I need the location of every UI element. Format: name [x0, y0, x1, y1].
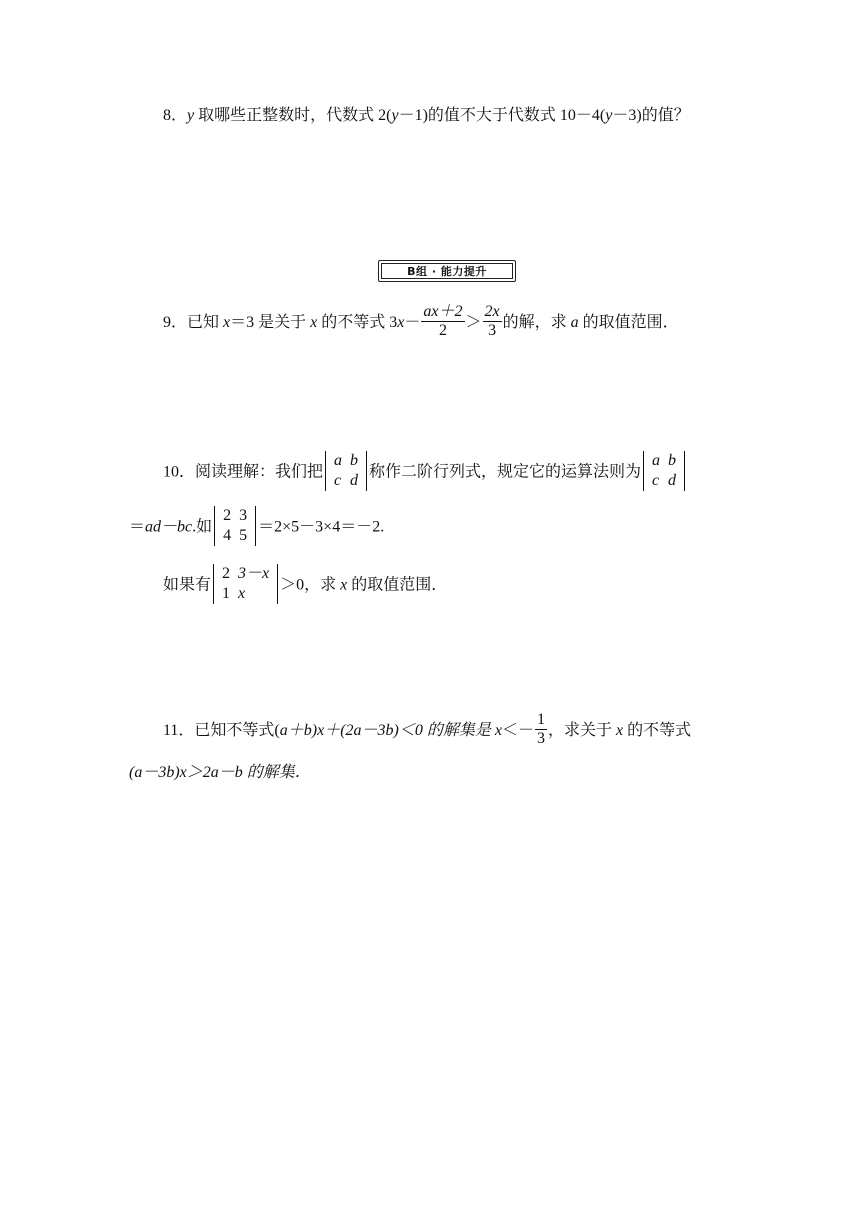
question-text: ＜－ [501, 722, 534, 740]
variable: x [310, 314, 318, 332]
det-cell: c [334, 472, 342, 489]
det-cell: 3 [239, 507, 248, 524]
det-cell: b [350, 452, 359, 469]
det-cell: 1 [222, 585, 231, 602]
determinant [213, 564, 278, 604]
det-cell: 2 [223, 507, 232, 524]
question-number: 9． [163, 314, 188, 332]
variable: y [605, 107, 613, 124]
question-10-line-2 [129, 508, 384, 548]
question-text: 阅读理解：我们把 [195, 463, 324, 481]
variable: x [223, 314, 231, 332]
variable: x [397, 314, 405, 332]
question-text: 称作二阶行列式，规定它的运算法则为 [369, 463, 642, 481]
expression: a＋b)x＋(2a－3b)＜0 的解集是 [279, 722, 495, 740]
section-banner [378, 260, 516, 282]
question-number: 10． [163, 463, 196, 481]
fraction-numerator: ax＋2 [423, 303, 463, 320]
det-cell: 4 [223, 527, 232, 544]
question-text: .如 [192, 518, 213, 536]
question-text: ＞0，求 [280, 576, 341, 594]
question-text: 如果有 [163, 576, 212, 594]
question-8 [163, 106, 690, 126]
fraction-denominator: 3 [488, 322, 497, 339]
question-text: 的不等式 3 [317, 314, 398, 332]
fraction-numerator: 1 [536, 711, 545, 728]
det-cell: 2 [222, 565, 231, 582]
variable: x [494, 722, 502, 740]
question-text: 的取值范围． [347, 576, 448, 594]
question-text: 取哪些正整数时，代数式 2( [194, 107, 392, 124]
fraction [535, 711, 547, 748]
question-text: 的解，求 [502, 314, 571, 332]
question-number: 11． [163, 722, 195, 740]
det-cell: x [238, 585, 246, 602]
equals-sign: ＝ [129, 518, 146, 536]
variable: x [340, 576, 348, 594]
question-10-line-3 [163, 566, 447, 606]
question-11 [163, 713, 691, 750]
fraction-denominator: 2 [438, 322, 447, 339]
greater-than-sign: ＞ [465, 314, 482, 332]
det-cell: a [652, 452, 661, 469]
minus-sign: － [404, 314, 421, 332]
variable: y [391, 107, 399, 124]
question-text: ，求关于 [547, 722, 616, 740]
expression: (a－3b)x＞2a－b 的解集． [129, 764, 311, 781]
expression: ad－bc [145, 518, 193, 536]
question-text: ＝3 是关于 [230, 314, 311, 332]
question-11-line-2 [129, 763, 311, 783]
fraction-denominator: 3 [536, 730, 545, 747]
question-9 [163, 305, 679, 342]
fraction-numerator: 2x [484, 303, 500, 320]
det-cell: c [652, 472, 660, 489]
variable: y [187, 107, 195, 124]
question-text: 的不等式 [623, 722, 692, 740]
question-10 [163, 453, 687, 493]
question-text: －1)的值不大于代数式 10－4( [398, 107, 606, 124]
fraction [483, 303, 502, 340]
fraction [421, 303, 464, 340]
question-text: 已知不等式( [194, 722, 280, 740]
question-text: 的取值范围． [578, 314, 679, 332]
question-number: 8． [163, 107, 188, 124]
det-cell: b [668, 452, 677, 469]
determinant [214, 506, 256, 546]
det-cell: a [334, 452, 343, 469]
question-text: ＝2×5－3×4＝－2. [258, 518, 385, 536]
det-cell: d [668, 472, 677, 489]
det-cell: d [350, 472, 359, 489]
variable: a [570, 314, 579, 332]
det-cell: 3－x [238, 565, 270, 582]
variable: x [616, 722, 624, 740]
question-text: －3)的值？ [612, 107, 690, 124]
determinant [325, 451, 367, 491]
section-label: B组 · 能力提升 [381, 263, 513, 279]
question-text: 已知 [187, 314, 224, 332]
determinant [643, 451, 685, 491]
det-cell: 5 [239, 527, 248, 544]
